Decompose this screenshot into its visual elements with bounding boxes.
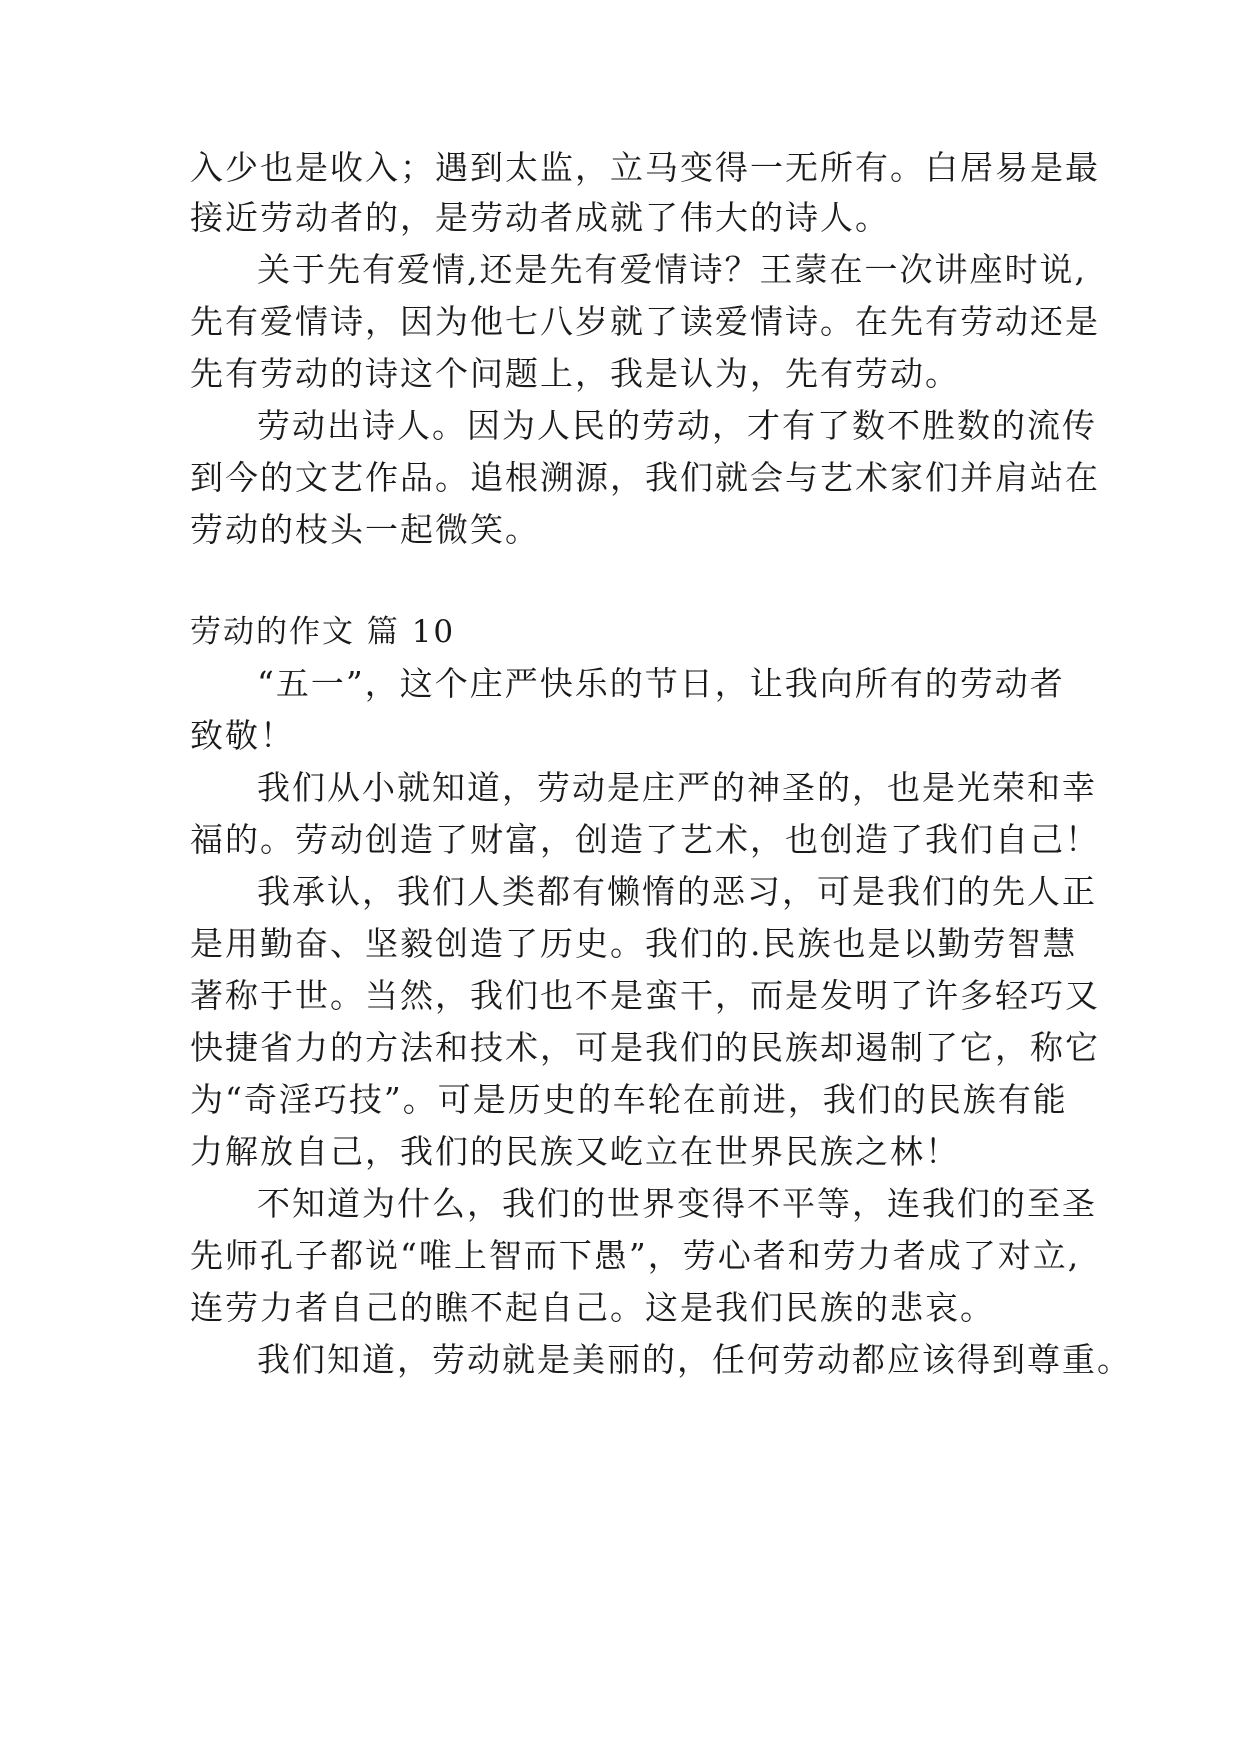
text-line: 是用勤奋、坚毅创造了历史。我们的.民族也是以勤劳智慧 [190, 924, 1078, 963]
text-line: 快捷省力的方法和技术，可是我们的民族却遏制了它，称它 [190, 1028, 1100, 1067]
paragraph-start-line: “五一”，这个庄严快乐的节日，让我向所有的劳动者 [257, 664, 1065, 703]
text-line: 先师孔子都说“唯上智而下愚”，劳心者和劳力者成了对立, [190, 1236, 1081, 1275]
text-line: 福的。劳动创造了财富，创造了艺术，也创造了我们自己！ [190, 820, 1100, 859]
text-line: 劳动的枝头一起微笑。 [190, 510, 540, 549]
text-line: 为“奇淫巧技”。可是历史的车轮在前进，我们的民族有能 [190, 1080, 1068, 1119]
text-line: 先有爱情诗，因为他七八岁就了读爱情诗。在先有劳动还是 [190, 302, 1100, 341]
text-line: 接近劳动者的，是劳动者成就了伟大的诗人。 [190, 198, 890, 237]
paragraph-start-line: 我们知道，劳动就是美丽的，任何劳动都应该得到尊重。 [257, 1340, 1132, 1379]
paragraph-start-line: 我们从小就知道，劳动是庄严的神圣的，也是光荣和幸 [257, 768, 1097, 807]
paragraph-start-line: 我承认，我们人类都有懒惰的恶习，可是我们的先人正 [257, 872, 1097, 911]
paragraph-start-line: 劳动出诗人。因为人民的劳动，才有了数不胜数的流传 [257, 406, 1097, 445]
text-line: 先有劳动的诗这个问题上，我是认为，先有劳动。 [190, 354, 960, 393]
text-line: 连劳力者自己的瞧不起自己。这是我们民族的悲哀。 [190, 1288, 995, 1327]
text-line: 致敬！ [190, 716, 295, 755]
text-line: 著称于世。当然，我们也不是蛮干，而是发明了许多轻巧又 [190, 976, 1100, 1015]
section-heading: 劳动的作文 篇 10 [190, 614, 456, 650]
text-line: 到今的文艺作品。追根溯源，我们就会与艺术家们并肩站在 [190, 458, 1100, 497]
paragraph-start-line: 关于先有爱情,还是先有爱情诗？王蒙在一次讲座时说, [257, 250, 1087, 289]
text-line: 入少也是收入；遇到太监，立马变得一无所有。白居易是最 [190, 148, 1100, 187]
paragraph-start-line: 不知道为什么，我们的世界变得不平等，连我们的至圣 [257, 1184, 1097, 1223]
text-line: 力解放自己，我们的民族又屹立在世界民族之林！ [190, 1132, 960, 1171]
